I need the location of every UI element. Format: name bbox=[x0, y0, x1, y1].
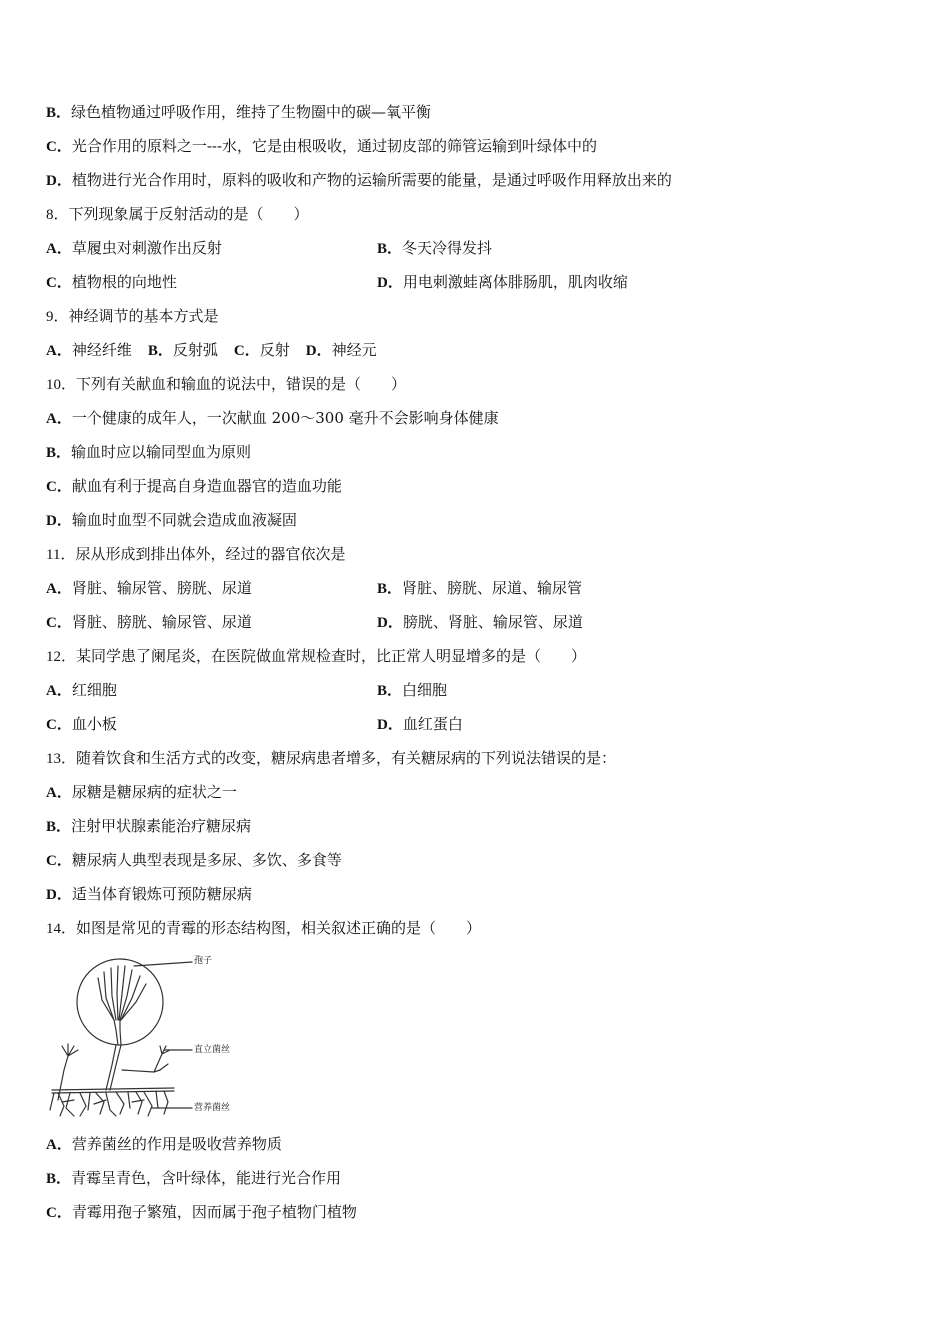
option-letter: C． bbox=[233, 343, 260, 359]
option-text: 绿色植物通过呼吸作用，维持了生物圈中的碳—氧平衡 bbox=[71, 103, 432, 121]
option-letter: D． bbox=[377, 615, 403, 631]
option-letter: A． bbox=[46, 785, 72, 801]
option-text: 青霉用孢子繁殖，因而属于孢子植物门植物 bbox=[71, 1203, 357, 1221]
question-text: 某同学患了阑尾炎，在医院做血常规检查时，比正常人明显增多的是（ ） bbox=[76, 647, 587, 665]
q10-option-c bbox=[46, 476, 342, 497]
question-text: 下列有关献血和输血的说法中，错误的是（ ） bbox=[76, 375, 407, 393]
figure-label-spore: 孢子 bbox=[194, 956, 213, 966]
option-letter: C． bbox=[46, 1205, 72, 1221]
option-letter: C． bbox=[46, 275, 72, 291]
q8-option-a bbox=[46, 238, 222, 259]
question-text: 随着饮食和生活方式的改变，糖尿病患者增多，有关糖尿病的下列说法错误的是： bbox=[76, 749, 617, 767]
option-letter: D． bbox=[46, 887, 72, 903]
option-letter: B． bbox=[46, 105, 72, 121]
option-letter: C． bbox=[46, 479, 72, 495]
q14-option-a bbox=[46, 1134, 282, 1155]
option-letter: A． bbox=[46, 581, 72, 597]
question-number: 10． bbox=[46, 377, 77, 393]
question-number: 8． bbox=[46, 207, 69, 223]
q7-option-c bbox=[46, 136, 597, 157]
option-letter: A． bbox=[46, 683, 72, 699]
option-letter: D． bbox=[377, 275, 403, 291]
option-letter: B． bbox=[46, 819, 72, 835]
question-number: 9． bbox=[46, 309, 69, 325]
q8-option-d bbox=[377, 272, 628, 293]
option-letter: C． bbox=[46, 853, 72, 869]
q13-option-a bbox=[46, 782, 237, 803]
q13-option-b bbox=[46, 816, 251, 837]
q12-option-c bbox=[46, 714, 117, 735]
option-letter: D． bbox=[305, 343, 332, 359]
q7-option-b bbox=[46, 102, 431, 123]
question-text: 如图是常见的青霉的形态结构图，相关叙述正确的是（ ） bbox=[76, 919, 482, 937]
option-text: 植物进行光合作用时，原料的吸收和产物的运输所需要的能量，是通过呼吸作用释放出来的 bbox=[71, 171, 672, 189]
q11-option-d bbox=[377, 612, 583, 633]
question-text: 神经调节的基本方式是 bbox=[68, 307, 219, 325]
option-letter: D． bbox=[46, 173, 72, 189]
option-text: 肾脏、膀胱、尿道、输尿管 bbox=[402, 579, 583, 597]
option-text: 一个健康的成年人，一次献血 200～300 毫升不会影响身体健康 bbox=[71, 409, 499, 427]
q14-option-b bbox=[46, 1168, 341, 1189]
question-number: 12． bbox=[46, 649, 77, 665]
option-letter: A． bbox=[46, 411, 72, 427]
q8-stem bbox=[46, 204, 309, 225]
q11-option-b bbox=[377, 578, 582, 599]
option-letter: B． bbox=[377, 683, 403, 699]
option-text: 血红蛋白 bbox=[402, 715, 463, 733]
q7-option-d bbox=[46, 170, 672, 191]
penicillium-structure-figure bbox=[44, 950, 254, 1120]
question-number: 11． bbox=[46, 547, 76, 563]
option-text: 献血有利于提高自身造血器官的造血功能 bbox=[71, 477, 342, 495]
q14-option-c bbox=[46, 1202, 357, 1223]
option-letter: B． bbox=[46, 1171, 72, 1187]
figure-label-aerial-hyphae: 直立菌丝 bbox=[194, 1045, 231, 1055]
q13-stem bbox=[46, 748, 616, 769]
question-number: 14． bbox=[46, 921, 77, 937]
q12-option-a bbox=[46, 680, 117, 701]
q8-option-c bbox=[46, 272, 177, 293]
option-text: 光合作用的原料之一---水，它是由根吸收，通过韧皮部的筛管运输到叶绿体中的 bbox=[71, 137, 598, 155]
option-letter: A． bbox=[46, 1137, 72, 1153]
option-letter: C． bbox=[46, 615, 72, 631]
q13-option-d bbox=[46, 884, 252, 905]
question-text: 下列现象属于反射活动的是（ ） bbox=[68, 205, 309, 223]
option-text: 适当体育锻炼可预防糖尿病 bbox=[71, 885, 252, 903]
q10-option-a bbox=[46, 408, 499, 429]
q12-stem bbox=[46, 646, 586, 667]
q8-option-b bbox=[377, 238, 492, 259]
option-text: 输血时血型不同就会造成血液凝固 bbox=[71, 511, 297, 529]
option-text: 草履虫对刺激作出反射 bbox=[71, 239, 222, 257]
option-text: 用电刺激蛙离体腓肠肌，肌肉收缩 bbox=[402, 273, 628, 291]
option-text: 糖尿病人典型表现是多尿、多饮、多食等 bbox=[71, 851, 342, 869]
q10-option-d bbox=[46, 510, 297, 531]
option-text: 注射甲状腺素能治疗糖尿病 bbox=[71, 817, 252, 835]
option-text: 尿糖是糖尿病的症状之一 bbox=[71, 783, 237, 801]
q11-stem bbox=[46, 544, 345, 565]
option-letter: D． bbox=[46, 513, 72, 529]
q9-options-row bbox=[46, 340, 377, 361]
option-text: 神经纤维 bbox=[71, 341, 132, 359]
q12-option-b bbox=[377, 680, 447, 701]
option-letter: B． bbox=[147, 343, 173, 359]
option-letter: C． bbox=[46, 717, 72, 733]
option-letter: A． bbox=[46, 343, 72, 359]
q11-option-c bbox=[46, 612, 252, 633]
q11-option-a bbox=[46, 578, 252, 599]
option-text: 营养菌丝的作用是吸收营养物质 bbox=[71, 1135, 282, 1153]
option-text: 输血时应以输同型血为原则 bbox=[71, 443, 252, 461]
question-number: 13． bbox=[46, 751, 77, 767]
question-text: 尿从形成到排出体外，经过的器官依次是 bbox=[75, 545, 346, 563]
q9-stem bbox=[46, 306, 219, 327]
option-letter: D． bbox=[377, 717, 403, 733]
penicillium-diagram-icon bbox=[44, 950, 254, 1120]
option-letter: A． bbox=[46, 241, 72, 257]
option-text: 白细胞 bbox=[402, 681, 448, 699]
option-text: 反射 bbox=[259, 341, 290, 359]
q12-option-d bbox=[377, 714, 463, 735]
q14-stem bbox=[46, 918, 481, 939]
option-letter: B． bbox=[46, 445, 72, 461]
option-text: 植物根的向地性 bbox=[71, 273, 177, 291]
option-text: 肾脏、膀胱、输尿管、尿道 bbox=[71, 613, 252, 631]
option-text: 膀胱、肾脏、输尿管、尿道 bbox=[402, 613, 583, 631]
option-letter: B． bbox=[377, 581, 403, 597]
option-text: 红细胞 bbox=[71, 681, 117, 699]
option-text: 冬天冷得发抖 bbox=[402, 239, 493, 257]
option-text: 血小板 bbox=[71, 715, 117, 733]
option-letter: C． bbox=[46, 139, 72, 155]
option-text: 肾脏、输尿管、膀胱、尿道 bbox=[71, 579, 252, 597]
option-letter: B． bbox=[377, 241, 403, 257]
figure-label-vegetative-hyphae: 营养菌丝 bbox=[194, 1103, 231, 1113]
q13-option-c bbox=[46, 850, 342, 871]
option-text: 青霉呈青色，含叶绿体，能进行光合作用 bbox=[71, 1169, 342, 1187]
q10-option-b bbox=[46, 442, 251, 463]
q10-stem bbox=[46, 374, 406, 395]
option-text: 反射弧 bbox=[172, 341, 218, 359]
option-text: 神经元 bbox=[331, 341, 377, 359]
